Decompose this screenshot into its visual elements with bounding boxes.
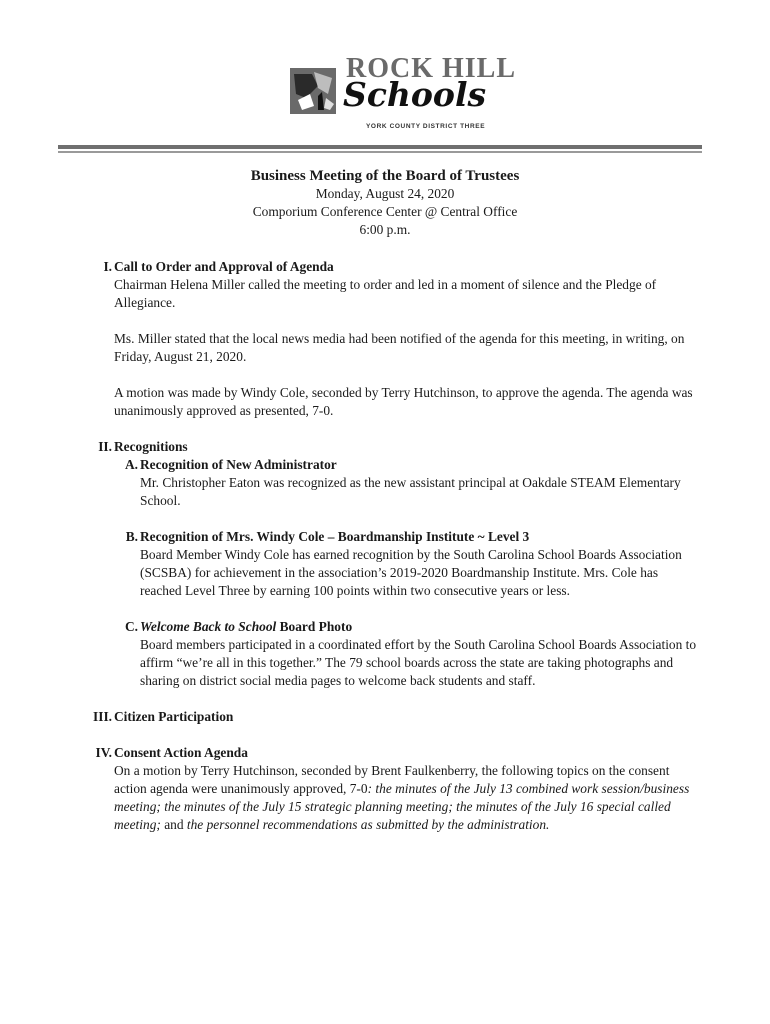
subsection-board-photo [114,618,702,690]
subsection-letter: C. [124,619,138,634]
logo-subtitle: YORK COUNTY DISTRICT THREE [366,123,486,130]
section-citizen-participation [82,708,702,726]
minutes-body [82,258,702,834]
subsection-heading: Recognition of New Administrator [140,457,337,472]
subsection-heading-rest: Board Photo [276,619,353,634]
section-recognitions [82,438,702,690]
subsection-boardmanship [114,528,702,600]
section-heading: Consent Action Agenda [114,745,248,760]
header-rule-thick [58,145,702,149]
section-number: IV. [95,745,112,760]
section-paragraph: Ms. Miller stated that the local news media had been notified of the agenda for this meeting, in writing, on Friday, August 21, 2020. [114,331,685,364]
logo-line-2: Schools [343,75,487,114]
section-number: III. [93,709,112,724]
section-call-to-order [82,258,702,420]
subsection-new-administrator [114,456,702,510]
logo-emblem-icon [288,64,340,118]
subsection-paragraph: Board Member Windy Cole has earned recognition by the South Carolina School Boards Association (SCSBA) for achievement in the association’s 2019-2020 Boardmanship Institute. Mrs. Cole has reached Level Three by earning 100 points within two consecutive years or less. [140,547,682,598]
section-heading: Call to Order and Approval of Agenda [114,259,334,274]
subsection-letter: B. [125,529,138,544]
section-number: I. [103,259,112,274]
consent-intro: On a motion by Terry Hutchinson, seconded by Brent Faulkenberry, the following topics on the consent action agenda were unanimously approved, 7-0 [114,763,670,796]
consent-personnel-italic: the personnel recommendations as submitted by the administration. [186,817,550,832]
meeting-time: 6:00 p.m. [359,222,411,237]
meeting-location: Comporium Conference Center @ Central Office [252,204,518,219]
section-number: II. [98,439,112,454]
section-heading: Citizen Participation [114,709,234,724]
subsection-paragraph: Board members participated in a coordinated effort by the South Carolina School Boards Association to affirm “we’re all in this together.” The 79 school boards across the state are taking photographs and sharing on district social media pages to welcome back students and staff. [140,637,697,688]
subsection-paragraph: Mr. Christopher Eaton was recognized as the new assistant principal at Oakdale STEAM Elementary School. [140,475,681,508]
subsection-heading-italic: Welcome Back to School [140,619,277,634]
header-rule-thin [58,151,702,153]
consent-and: and [160,817,187,832]
meeting-date: Monday, August 24, 2020 [315,186,455,201]
district-logo [288,53,517,130]
section-consent-agenda [82,744,702,834]
section-paragraph: A motion was made by Windy Cole, seconded by Terry Hutchinson, to approve the agenda. The agenda was unanimously approved as presented, 7-0. [114,385,693,418]
page-title: Business Meeting of the Board of Trustees [250,168,520,184]
subsection-heading: Recognition of Mrs. Windy Cole – Boardmanship Institute ~ Level 3 [140,529,530,544]
logo-line-1: ROCK HILL [346,53,517,84]
consent-items-italic: : the minutes of the July 13 combined work session/business meeting; the minutes of the July 15 strategic planning meeting; the minutes of the July 16 special called meeting; [114,781,690,832]
section-paragraph [114,762,702,834]
section-paragraph: Chairman Helena Miller called the meeting to order and led in a moment of silence and the Pledge of Allegiance. [114,277,657,310]
section-heading: Recognitions [114,439,188,454]
subsection-letter: A. [124,457,138,472]
subsection-heading [140,618,702,636]
